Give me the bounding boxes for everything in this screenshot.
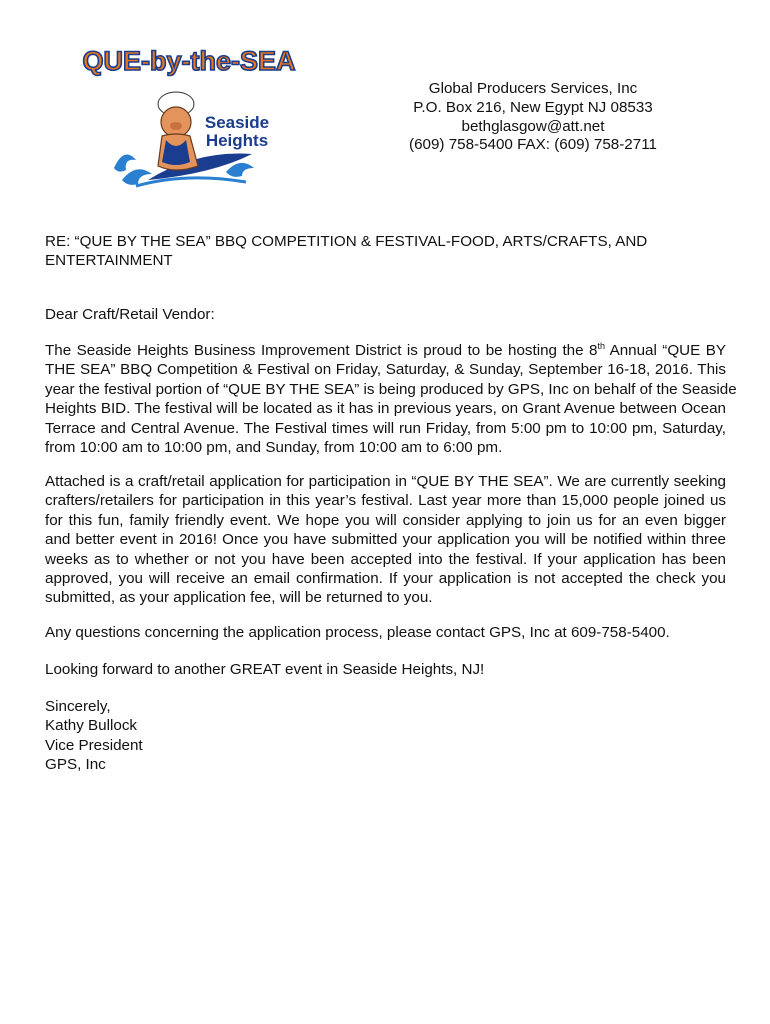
paragraph-application [45,472,726,608]
que-by-the-sea-logo [82,40,296,192]
paragraph-application-line-3: for this fun, family friendly event. We hope you will consider applying to join us for an even bigger [45,511,726,529]
paragraph-intro-line-1 [45,341,726,360]
subject-line [45,232,735,271]
paragraph-application-line-5: weeks as to whether or not you have been accepted into the festival. If your application has been [45,550,726,568]
subject-line-1: RE: “QUE BY THE SEA” BBQ COMPETITION & FESTIVAL-FOOD, ARTS/CRAFTS, AND [45,233,648,250]
wave-right-shape [226,163,254,177]
paragraph-intro [45,340,737,457]
subject-line-2: ENTERTAINMENT [45,252,173,270]
paragraph-intro-line-5: Terrace and Central Avenue. The Festival times will run Friday, from 5:00 pm to 10:00 pm, Saturday, [45,419,726,437]
logo-title: QUE-by-the-SEA [82,46,296,76]
paragraph-intro-line-2: THE SEA” BBQ Competition & Festival on Friday, Saturday, & Sunday, September 16-18, 2016. This [45,361,726,379]
pig-snout-shape [170,122,182,130]
intro-line-1-text: The Seaside Heights Business Improvement District is proud to be hosting the 8 [45,342,598,359]
salutation: Dear Craft/Retail Vendor: [45,306,215,323]
paragraph-intro-line-6: from 10:00 am to 10:00 pm, and Sunday, from 10:00 am to 6:00 pm. [45,439,503,457]
wave-left-shape [114,155,136,172]
sender-company: Global Producers Services, Inc [428,80,638,97]
closing: Sincerely, [45,698,111,715]
logo-heights-text: Heights [205,131,269,150]
paragraph-intro-line-4: Heights BID. The festival will be located as it has in previous years, on Grant Avenue between Ocean [45,400,726,418]
sender-email: bethglasgow@att.net [461,117,605,135]
paragraph-application-line-1: Attached is a craft/retail application for participation in “QUE BY THE SEA”. We are currently seeking [45,473,726,490]
paragraph-questions: Any questions concerning the application process, please contact GPS, Inc at 609-758-5400. [45,624,670,641]
paragraph-application-line-7: submitted, as your application fee, will be returned to you. [45,589,433,607]
paragraph-looking-forward: Looking forward to another GREAT event in Seaside Heights, NJ! [45,661,485,678]
sender-phone-fax: (609) 758-5400 FAX: (609) 758-2711 [409,136,657,154]
signer-name: Kathy Bullock [45,717,138,735]
intro-line-1-tail: Annual “QUE BY [604,342,726,359]
sender-po-box: P.O. Box 216, New Egypt NJ 08533 [413,98,653,116]
signer-title: Vice President [45,736,143,754]
sender-address-block [375,80,691,155]
signature-block [45,697,143,775]
paragraph-intro-line-3: year the festival portion of “QUE BY THE SEA” is being produced by GPS, Inc on behalf of the Seaside [45,380,737,398]
signer-company: GPS, Inc [45,756,106,774]
ordinal-suffix: th [597,340,605,351]
paragraph-application-line-4: and better event in 2016! Once you have submitted your application you will be notified within three [45,531,726,549]
logo-graphic [82,40,296,192]
logo-seaside-text: Seaside [204,113,270,132]
paragraph-application-line-6: approved, you will receive an email confirmation. If your application is not accepted the check you [45,570,726,588]
paragraph-application-line-2: crafters/retailers for participation in this year’s festival. Last year more than 15,000 people joined us [45,492,726,510]
